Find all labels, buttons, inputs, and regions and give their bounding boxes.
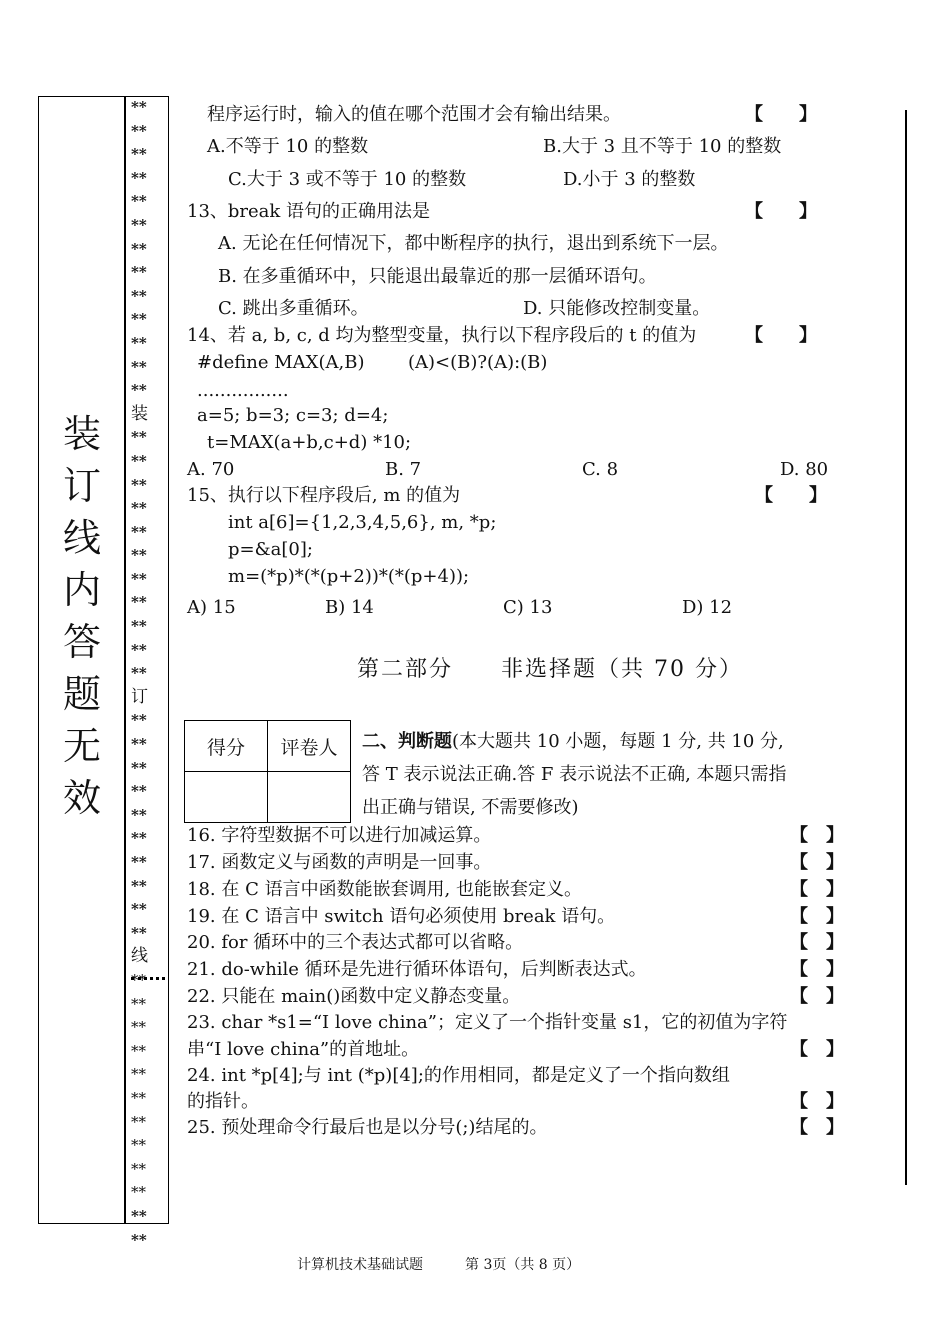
binding-cut-label: 线 [131, 946, 148, 967]
q14-code-line: a=5; b=3; c=3; d=4; [197, 405, 389, 426]
q12-answer-bracket: 【 】 [745, 104, 817, 125]
q14-option-a: A. 70 [187, 459, 235, 480]
tf-section-intro-line: 答 T 表示说法正确.答 F 表示说法不正确, 本题只需指 [362, 764, 787, 785]
tf-answer-bracket: 【 】 [790, 932, 844, 953]
tf-answer-bracket: 【 】 [790, 879, 844, 900]
q12-option-d: D.小于 3 的整数 [563, 169, 696, 190]
tf-section-intro-line: 出正确与错误, 不需要修改) [362, 797, 579, 818]
binding-star-mark: ** [131, 994, 146, 1013]
binding-star-mark: ** [131, 711, 147, 730]
tf-answer-bracket: 【 】 [790, 1091, 844, 1112]
binding-star-mark: ** [131, 357, 147, 376]
binding-star-mark: ** [131, 475, 147, 494]
binding-cut-line [131, 977, 165, 980]
q12-option-b: B.大于 3 且不等于 10 的整数 [543, 136, 782, 157]
binding-star-mark: ** [131, 1206, 147, 1225]
tf-answer-bracket: 【 】 [790, 959, 844, 980]
q15-stem: 15、执行以下程序段后, m 的值为 [187, 485, 461, 506]
tf-item-continued: 串“I love china”的首地址。 [187, 1039, 420, 1060]
tf-item-continued: 的指针。 [187, 1091, 259, 1112]
binding-star-mark: ** [131, 239, 147, 258]
binding-star-mark: ** [131, 192, 147, 211]
q14-option-d: D. 80 [780, 459, 829, 480]
score-label: 得分 [185, 721, 268, 772]
binding-warning [58, 408, 106, 824]
binding-warning-char: 内 [62, 568, 101, 612]
q15-code-line: p=&a[0]; [228, 539, 313, 560]
tf-section-intro: (本大题共 10 小题，每题 1 分, 共 10 分, [452, 731, 784, 752]
grader-cell [268, 772, 351, 823]
tf-answer-bracket: 【 】 [790, 825, 844, 846]
q13-option-c: C. 跳出多重循环。 [218, 298, 369, 319]
tf-section-heading-line [362, 731, 784, 753]
footer-exam-title: 计算机技术基础试题 [297, 1257, 423, 1273]
footer-page-number: 第 3页（共 8 页） [465, 1257, 581, 1273]
binding-warning-char: 订 [62, 464, 101, 508]
binding-star-mark: ** [131, 640, 147, 659]
q14-stem: 14、若 a, b, c, d 均为整型变量，执行以下程序段后的 t 的值为 [187, 325, 697, 346]
binding-star-mark: ** [131, 1183, 146, 1202]
right-margin-rule [905, 110, 907, 1185]
binding-star-mark: ** [131, 1018, 146, 1037]
tf-item: 19. 在 C 语言中 switch 语句必须使用 break 语句。 [187, 906, 616, 927]
q14-code-line: #define MAX(A,B) [197, 352, 365, 373]
tf-item: 22. 只能在 main()函数中定义静态变量。 [187, 986, 521, 1007]
binding-star-mark: ** [131, 829, 147, 848]
binding-star-mark: ** [131, 593, 147, 612]
binding-star-mark: ** [131, 333, 147, 352]
q15-code-line: m=(*p)*(*(p+2))*(*(p+4)); [228, 566, 470, 587]
binding-star-mark: ** [131, 1088, 146, 1107]
binding-star-mark: ** [131, 451, 147, 470]
binding-star-mark: ** [131, 970, 146, 989]
binding-star-mark: ** [131, 1112, 146, 1131]
binding-warning-char: 装 [62, 412, 101, 456]
grader-label: 评卷人 [268, 721, 351, 772]
binding-star-mark: ** [131, 168, 147, 187]
q15-option-a: A) 15 [187, 597, 236, 618]
tf-item: 25. 预处理命令行最后也是以分号(;)结尾的。 [187, 1117, 548, 1138]
score-table [184, 720, 351, 823]
tf-item: 21. do-while 循环是先进行循环体语句，后判断表达式。 [187, 959, 647, 980]
binding-star-mark: ** [131, 428, 147, 447]
binding-star-mark: ** [131, 522, 147, 541]
binding-star-mark: ** [131, 1136, 146, 1155]
binding-star-mark: ** [131, 876, 147, 895]
binding-star-mark: ** [131, 900, 147, 919]
binding-star-mark: ** [131, 853, 147, 871]
binding-star-mark: ** [131, 735, 147, 754]
binding-star-mark: ** [131, 617, 147, 636]
binding-star-mark: ** [131, 569, 147, 588]
tf-item: 23. char *s1=“I love china”；定义了一个指针变量 s1，它的初值为字符 [187, 1012, 788, 1033]
q14-code-line: t=MAX(a+b,c+d) *10; [207, 432, 412, 453]
binding-star-mark: ** [131, 499, 147, 518]
tf-answer-bracket: 【 】 [790, 1117, 844, 1138]
q14-answer-bracket: 【 】 [745, 325, 817, 346]
q13-option-d: D. 只能修改控制变量。 [523, 298, 711, 319]
tf-item: 16. 字符型数据不可以进行加减运算。 [187, 825, 492, 846]
q15-option-b: B) 14 [325, 597, 374, 618]
binding-star-mark: ** [131, 546, 147, 565]
binding-star-mark: ** [131, 1065, 146, 1084]
q14-code-line: (A)<(B)?(A):(B) [408, 352, 548, 373]
part2-title: 第二部分 非选择题（共 70 分） [357, 657, 743, 682]
binding-warning-char: 效 [62, 776, 101, 820]
binding-star-mark: ** [131, 215, 147, 234]
tf-section-heading: 二、判断题 [362, 731, 452, 752]
q12-stem-tail: 程序运行时，输入的值在哪个范围才会有输出结果。 [207, 104, 621, 125]
binding-cut-label: 装 [131, 403, 148, 424]
tf-answer-bracket: 【 】 [790, 852, 844, 873]
tf-item: 24. int *p[4];与 int (*p)[4];的作用相同，都是定义了一个指向数组 [187, 1065, 730, 1086]
binding-star-mark: ** [131, 758, 147, 777]
q13-option-b: B. 在多重循环中，只能退出最靠近的那一层循环语句。 [218, 266, 657, 287]
binding-warning-char: 答 [62, 620, 101, 664]
q15-code-line: int a[6]={1,2,3,4,5,6}, m, *p; [228, 512, 497, 533]
q13-stem: 13、break 语句的正确用法是 [187, 201, 431, 222]
binding-warning-char: 题 [62, 672, 101, 716]
binding-star-mark: ** [131, 664, 147, 683]
binding-star-mark: ** [131, 263, 147, 282]
binding-star-mark: ** [131, 145, 147, 164]
q15-option-d: D) 12 [682, 597, 733, 618]
q14-option-b: B. 7 [385, 459, 422, 480]
binding-warning-char: 无 [62, 724, 101, 768]
tf-answer-bracket: 【 】 [790, 906, 844, 927]
q12-option-a: A.不等于 10 的整数 [207, 136, 369, 157]
binding-star-mark: ** [131, 923, 147, 942]
binding-star-mark: ** [131, 805, 147, 824]
binding-star-mark: ** [131, 1159, 146, 1178]
binding-star-mark: ** [131, 782, 147, 801]
q15-option-c: C) 13 [503, 597, 553, 618]
binding-star-mark: ** [131, 98, 147, 116]
q12-option-c: C.大于 3 或不等于 10 的整数 [228, 169, 467, 190]
q14-option-c: C. 8 [582, 459, 619, 480]
q13-option-a: A. 无论在任何情况下，都中断程序的执行，退出到系统下一层。 [218, 233, 729, 254]
score-cell [185, 772, 268, 823]
binding-star-mark: ** [131, 381, 147, 400]
binding-star-mark: ** [131, 1041, 146, 1060]
binding-cut-label: 订 [131, 686, 148, 707]
binding-star-mark: ** [131, 286, 147, 305]
q15-answer-bracket: 【 】 [755, 485, 827, 506]
binding-star-mark: ** [131, 1230, 147, 1249]
binding-star-column [131, 96, 163, 1252]
tf-answer-bracket: 【 】 [790, 986, 844, 1007]
tf-item: 17. 函数定义与函数的声明是一回事。 [187, 852, 492, 873]
tf-answer-bracket: 【 】 [790, 1039, 844, 1060]
tf-item: 20. for 循环中的三个表达式都可以省略。 [187, 932, 524, 953]
q14-code-line: ................ [197, 380, 289, 401]
q13-answer-bracket: 【 】 [745, 201, 817, 222]
binding-warning-char: 线 [62, 516, 101, 560]
binding-star-mark: ** [131, 121, 147, 140]
binding-margin-divider [124, 96, 126, 1224]
tf-item: 18. 在 C 语言中函数能嵌套调用, 也能嵌套定义。 [187, 879, 583, 900]
binding-star-mark: ** [131, 310, 147, 329]
